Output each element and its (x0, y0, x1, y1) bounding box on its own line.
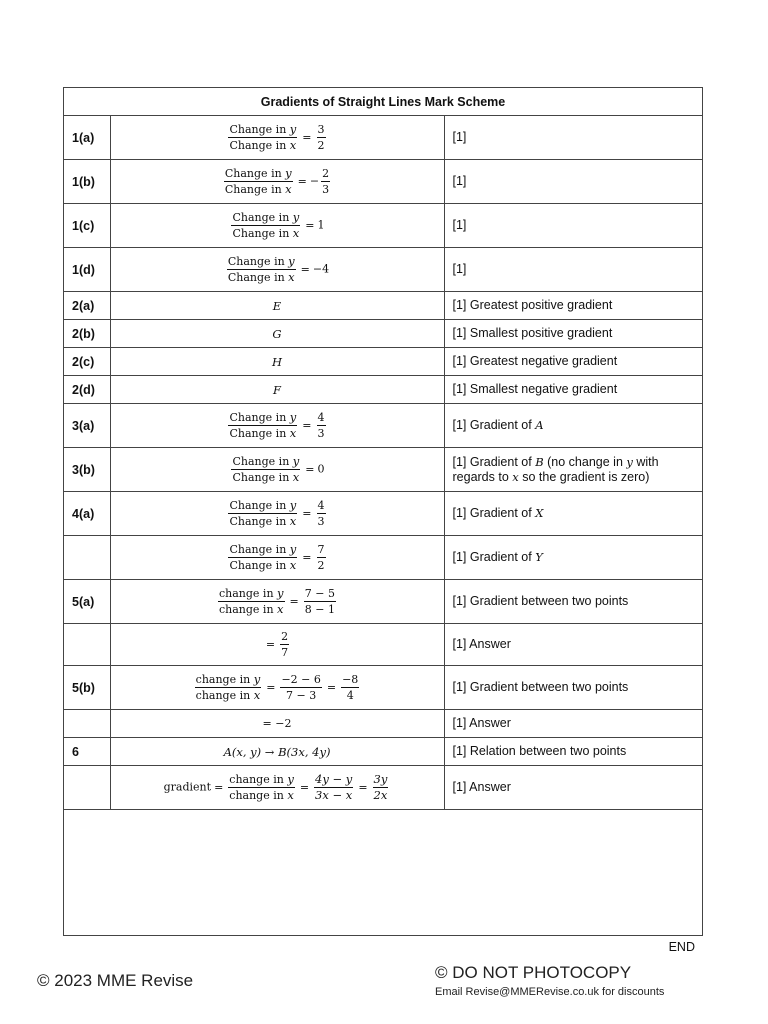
table-row (64, 448, 702, 492)
result-fraction: $\frac{3}{2}$ (317, 123, 325, 152)
mark-scheme-table (64, 88, 702, 810)
mark-cell: [1] Answer (444, 766, 702, 810)
answer-cell: $\frac{\text{change in y}}{\text{change in x}}$ = $\frac{-2 - 6}{7 - 3}$ = $\frac{-8}{4}$ (110, 666, 444, 710)
simplified-fraction: $\frac{-8}{4}$ (342, 673, 359, 702)
no-photocopy-notice: © DO NOT PHOTOCOPY (435, 963, 632, 982)
question-number: 2(c) (64, 348, 110, 376)
mark-cell: [1] Answer (444, 624, 702, 666)
answer-cell: = $\frac{2}{7}$ (110, 624, 444, 666)
question-number: 3(b) (64, 448, 110, 492)
table-row (64, 320, 702, 348)
mark-cell: [1] Smallest negative gradient (444, 376, 702, 404)
table-row (64, 492, 702, 536)
table-row (64, 204, 702, 248)
answer-cell: $\frac{\text{change in y}}{\text{change in x}}$ = $\frac{7 - 5}{8 - 1}$ (110, 580, 444, 624)
result-fraction: $\frac{2}{7}$ (281, 630, 289, 659)
change-fraction: $\frac{\text{Change in y}}{\text{Change in x}}$ (229, 542, 297, 572)
mark-cell: [1] (444, 160, 702, 204)
mark-cell: [1] Gradient between two points (444, 580, 702, 624)
mark-cell: [1] Smallest positive gradient (444, 320, 702, 348)
question-number: 1(b) (64, 160, 110, 204)
table-row (64, 160, 702, 204)
change-fraction: $\frac{\text{change in y}}{\text{change in x}}$ (229, 772, 294, 802)
table-title: Gradients of Straight Lines Mark Scheme (64, 88, 702, 116)
question-number: 5(b) (64, 666, 110, 710)
mark-cell: [1] Gradient of X (444, 492, 702, 536)
change-fraction: $\frac{\text{change in y}}{\text{change in x}}$ (219, 586, 284, 616)
change-fraction: $\frac{\text{change in y}}{\text{change in x}}$ (195, 672, 261, 702)
mark-cell: [1] Relation between two points (444, 738, 702, 766)
copyright-footer: © 2023 MME Revise (37, 971, 194, 990)
question-number: 1(d) (64, 248, 110, 292)
table-row (64, 666, 702, 710)
answer-cell: $\frac{\text{Change in y}}{\text{Change in x}}$ = $\frac{7}{2}$ (110, 536, 444, 580)
result-fraction: $\frac{7}{2}$ (317, 543, 325, 572)
change-fraction: $\frac{\text{Change in y}}{\text{Change in x}}$ (232, 454, 300, 484)
mark-cell: [1] Gradient of Y (444, 536, 702, 580)
title-row (64, 88, 702, 116)
mark-cell: [1] (444, 204, 702, 248)
answer-cell: $\frac{\text{Change in y}}{\text{Change in x}}$ = $\frac{4}{3}$ (110, 492, 444, 536)
question-number: 4(a) (64, 492, 110, 536)
table-row (64, 404, 702, 448)
mark-cell: [1] Greatest positive gradient (444, 292, 702, 320)
result-fraction: $\frac{4}{3}$ (317, 499, 325, 528)
table-row (64, 710, 702, 738)
mark-cell: [1] Answer (444, 710, 702, 738)
answer-cell: $\frac{\text{Change in y}}{\text{Change in x}}$ = $\frac{4}{3}$ (110, 404, 444, 448)
question-number: 2(b) (64, 320, 110, 348)
answer-cell: F (110, 376, 444, 404)
table-row (64, 624, 702, 666)
question-number (64, 710, 110, 738)
change-fraction: $\frac{\text{Change in y}}{\text{Change in x}}$ (229, 498, 297, 528)
table-row (64, 766, 702, 810)
change-fraction: $\frac{\text{Change in y}}{\text{Change in x}}$ (229, 122, 297, 152)
question-number (64, 766, 110, 810)
answer-cell: $\frac{\text{Change in y}}{\text{Change in x}}$ = −4 (110, 248, 444, 292)
mark-cell: [1] Greatest negative gradient (444, 348, 702, 376)
question-number: 1(c) (64, 204, 110, 248)
mark-cell: [1] Gradient between two points (444, 666, 702, 710)
question-number: 5(a) (64, 580, 110, 624)
answer-cell: A(x, y) → B(3x, 4y) (110, 738, 444, 766)
answer-cell: $\frac{\text{Change in y}}{\text{Change in x}}$ = 1 (110, 204, 444, 248)
substituted-fraction: $\frac{7 - 5}{8 - 1}$ (304, 587, 335, 616)
table-row (64, 292, 702, 320)
mark-cell: [1] (444, 116, 702, 160)
question-number: 2(d) (64, 376, 110, 404)
question-number (64, 624, 110, 666)
substituted-fraction: $\frac{-2 - 6}{7 - 3}$ (281, 673, 321, 702)
question-number: 6 (64, 738, 110, 766)
answer-cell: $\frac{\text{Change in y}}{\text{Change in x}}$ = 0 (110, 448, 444, 492)
table-row (64, 116, 702, 160)
table-row (64, 738, 702, 766)
simplified-fraction: $\frac{3y}{2x}$ (373, 772, 388, 802)
table-row (64, 248, 702, 292)
answer-cell: = −2 (110, 710, 444, 738)
question-number: 3(a) (64, 404, 110, 448)
question-number: 1(a) (64, 116, 110, 160)
answer-cell: $\frac{\text{Change in y}}{\text{Change in x}}$ = − $\frac{2}{3}$ (110, 160, 444, 204)
change-fraction: $\frac{\text{Change in y}}{\text{Change in x}}$ (224, 166, 292, 196)
mark-cell: [1] Gradient of A (444, 404, 702, 448)
answer-cell: G (110, 320, 444, 348)
table-row (64, 580, 702, 624)
table-row (64, 348, 702, 376)
change-fraction: $\frac{\text{Change in y}}{\text{Change in x}}$ (229, 410, 297, 440)
question-number: 2(a) (64, 292, 110, 320)
change-fraction: $\frac{\text{Change in y}}{\text{Change in x}}$ (232, 210, 300, 240)
mark-cell: [1] Gradient of B (no change in y with regards to x so the gradient is zero) (444, 448, 702, 492)
substituted-fraction: $\frac{4y - y}{3x - x}$ (315, 772, 353, 802)
mark-scheme-sheet (63, 87, 703, 936)
end-label: END (668, 940, 695, 954)
table-row (64, 536, 702, 580)
answer-cell: H (110, 348, 444, 376)
mark-cell: [1] (444, 248, 702, 292)
answer-cell: $\frac{\text{Change in y}}{\text{Change in x}}$ = $\frac{3}{2}$ (110, 116, 444, 160)
table-row (64, 376, 702, 404)
question-number (64, 536, 110, 580)
result-fraction: $\frac{4}{3}$ (317, 411, 325, 440)
discount-note: Email Revise@MMERevise.co.uk for discounts (435, 986, 665, 998)
result-fraction: $\frac{2}{3}$ (322, 167, 330, 196)
answer-cell: gradient = $\frac{\text{change in y}}{\text{change in x}}$ = $\frac{4y - y}{3x - x}$ = $\frac{3y}{2x}$ (110, 766, 444, 810)
answer-cell: E (110, 292, 444, 320)
change-fraction: $\frac{\text{Change in y}}{\text{Change in x}}$ (227, 254, 295, 284)
